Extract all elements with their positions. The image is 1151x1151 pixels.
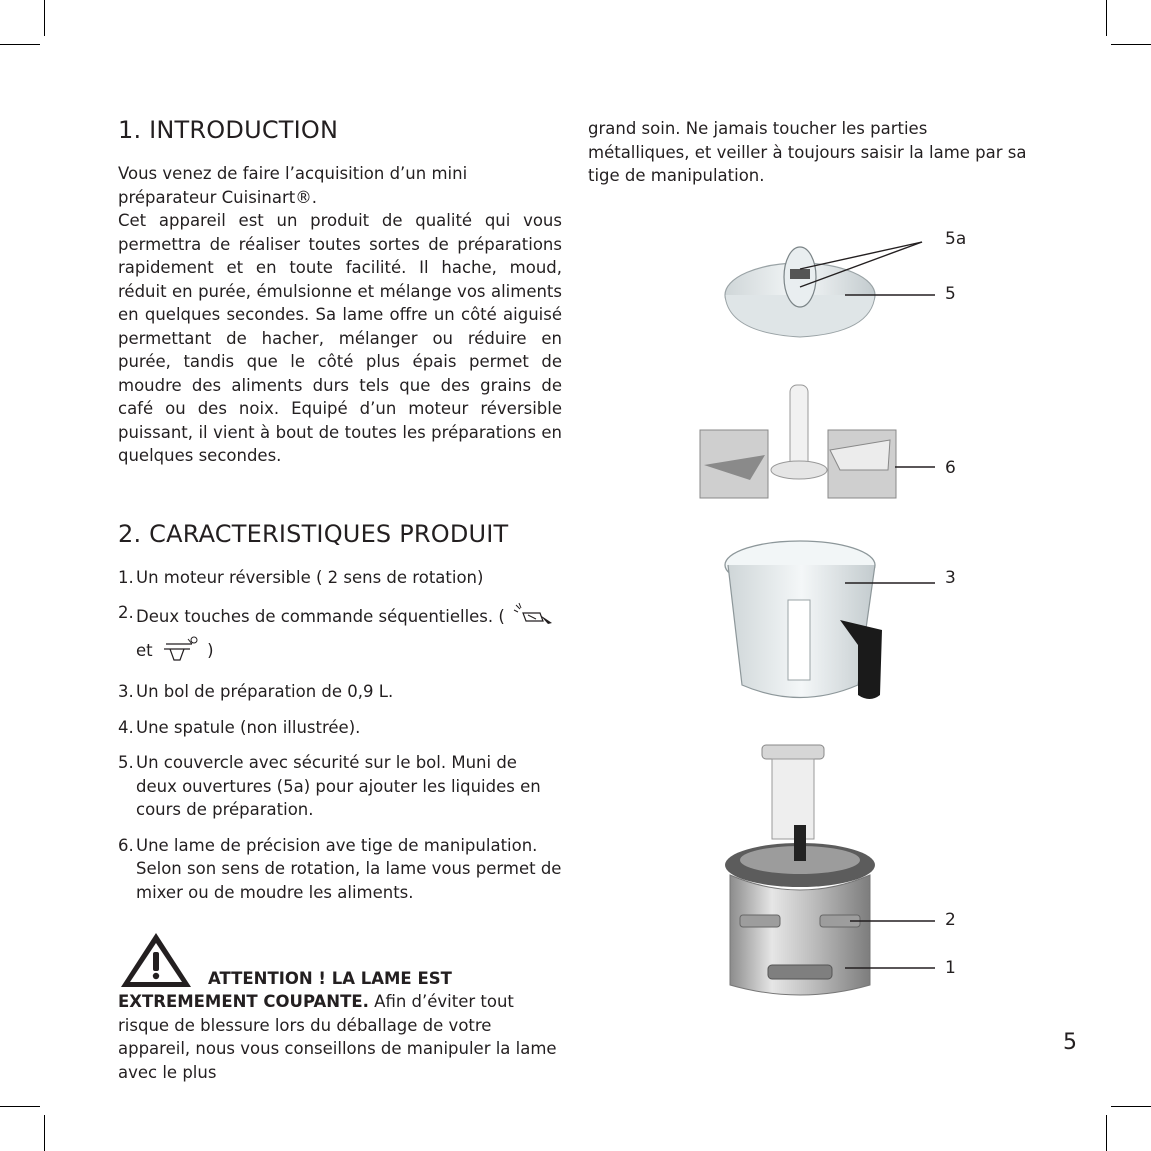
item-number: 2. [118, 603, 134, 622]
warning-emphasis: EXTREMEMENT COUPANTE. [118, 992, 369, 1011]
grind-button-icon [158, 634, 202, 669]
list-item [118, 601, 562, 668]
list-item [118, 566, 562, 590]
feature-list [118, 566, 562, 905]
item-number: 4. [118, 717, 134, 737]
list-item [118, 716, 562, 740]
crop-mark [0, 44, 40, 45]
warning-title: ATTENTION ! LA LAME EST [208, 968, 452, 988]
food-processor-diagram [690, 225, 1010, 1015]
list-item [118, 834, 562, 905]
list-item [118, 751, 562, 822]
base-image [725, 745, 875, 995]
list-item [118, 680, 562, 704]
item-text-part: Deux touches de commande séquentielles. ( [136, 606, 505, 626]
label-5: 5 [945, 284, 956, 304]
item-text-part: ) [207, 640, 214, 660]
chop-button-icon [510, 601, 554, 634]
item-number: 1. [118, 567, 134, 587]
left-column [118, 112, 562, 1084]
bowl-image [725, 541, 882, 699]
warning-block [118, 930, 562, 1084]
crop-mark [0, 1106, 40, 1107]
continuation-paragraph: grand soin. Ne jamais toucher les parties métalliques, et veiller à toujours saisir la lame par sa tige de manipulation. [588, 119, 1027, 185]
blade-image [700, 385, 896, 498]
label-2: 2 [945, 910, 956, 930]
section-title-characteristics: 2. CARACTERISTIQUES PRODUIT [118, 519, 509, 548]
item-text-part: et [136, 640, 153, 660]
section-title-introduction: 1. INTRODUCTION [118, 116, 339, 144]
section-characteristics [118, 516, 562, 905]
label-3: 3 [945, 568, 956, 588]
item-text: Un couvercle avec sécurité sur le bol. Muni de deux ouvertures (5a) pour ajouter les liquides en cours de préparation. [136, 753, 541, 819]
label-1: 1 [945, 958, 956, 978]
item-text: Une spatule (non illustrée). [136, 717, 361, 737]
page-number: 5 [1063, 1030, 1077, 1055]
warning-body: Afin d’éviter tout risque de blessure lors du déballage de votre appareil, nous vous conseillons de manipuler la lame avec le plus [118, 992, 557, 1082]
crop-mark [44, 1115, 45, 1151]
crop-mark [1111, 44, 1151, 45]
label-6: 6 [945, 458, 956, 478]
item-number: 6. [118, 835, 134, 855]
crop-mark [1106, 1115, 1107, 1151]
item-text [136, 601, 562, 668]
warning-triangle-icon [118, 930, 194, 990]
warning-text [118, 990, 562, 1084]
introduction-text [118, 162, 562, 468]
item-number: 3. [118, 682, 134, 701]
lid-image [725, 247, 875, 337]
crop-mark [44, 0, 45, 36]
right-column [588, 117, 1028, 188]
item-text: Un bol de préparation de 0,9 L. [136, 682, 394, 701]
label-5a: 5a [945, 229, 967, 249]
intro-paragraph-2: Cet appareil est un produit de qualité qui vous permettra de réaliser toutes sortes de préparations rapidement et en toute facilité. Il hache, moud, réduit en purée, émulsionne et mélange vos aliments en quelques secondes. Sa lame offre un côté aiguisé permettant de hacher, mélanger ou réduire en purée, tandis que le côté plus épais permet de moudre des aliments durs tels que des grains de café ou des noix. Equipé d’un moteur réversible puissant, il vient à bout de toutes les préparations en quelques secondes. [118, 211, 562, 465]
crop-mark [1106, 0, 1107, 36]
item-text: Une lame de précision ave tige de manipulation. Selon son sens de rotation, la lame vous permet de mixer ou de moudre les aliments. [136, 835, 562, 902]
warning-header [118, 930, 562, 990]
crop-mark [1111, 1106, 1151, 1107]
intro-paragraph-1: Vous venez de faire l’acquisition d’un mini préparateur Cuisinart®. [118, 164, 468, 207]
item-number: 5. [118, 753, 134, 772]
item-text: Un moteur réversible ( 2 sens de rotation) [136, 567, 484, 587]
